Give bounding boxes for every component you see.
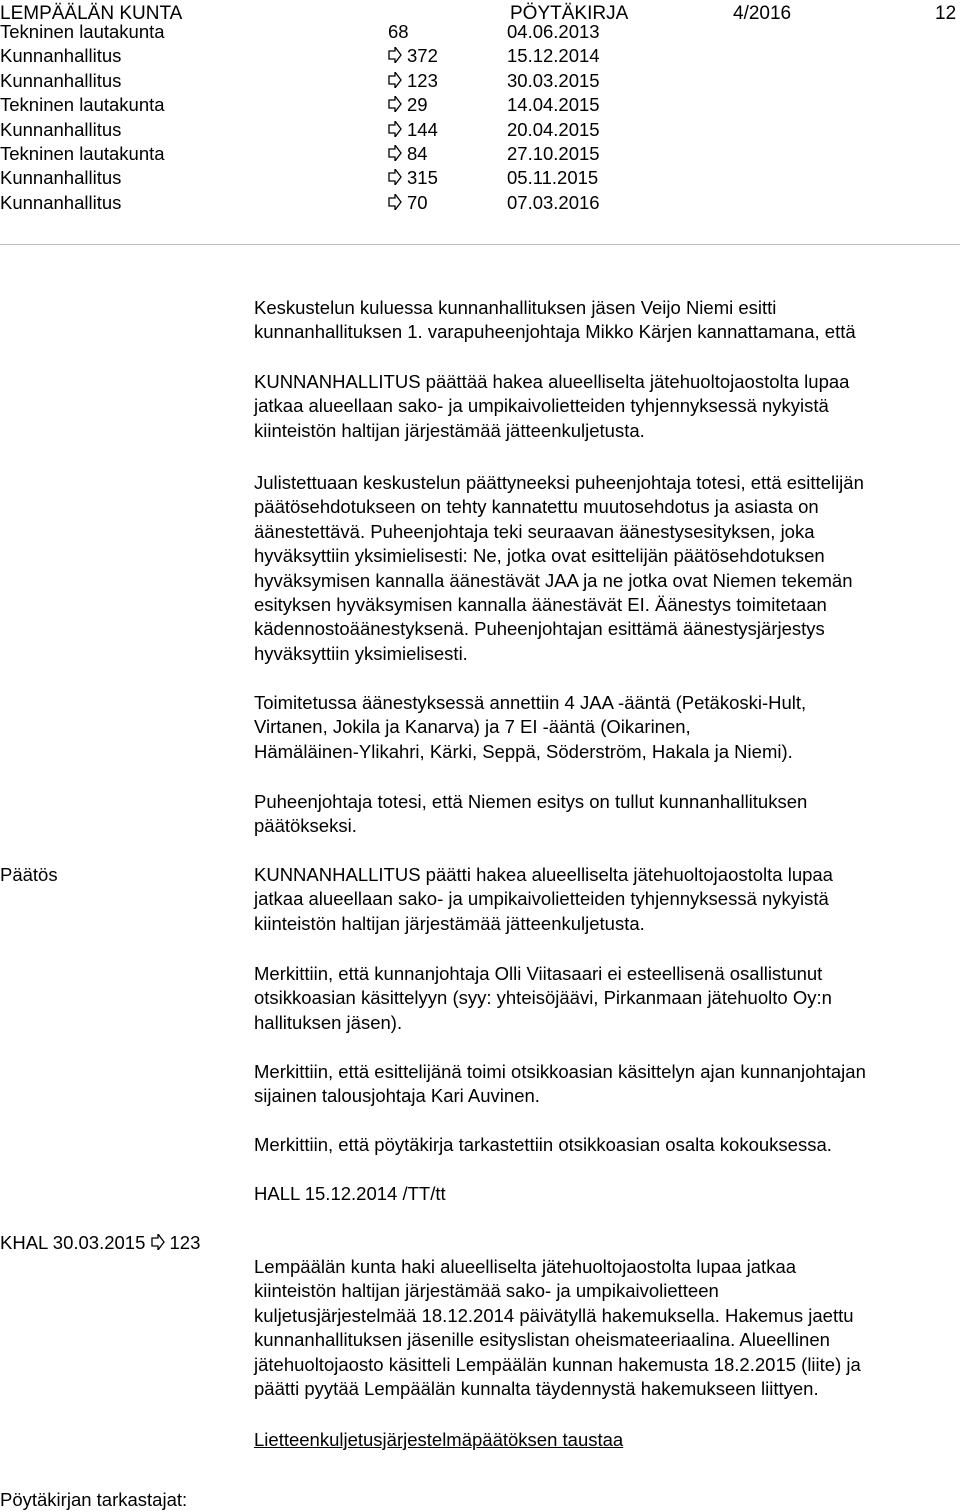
presenter-note: Merkittiin, että esittelijänä toimi otsikkoasian käsittelyn ajan kunnanjohtajan sijainen talousjohtaja Kari Auvinen. — [254, 1061, 866, 1107]
history-body: Kunnanhallitus — [0, 69, 122, 91]
decision-paragraph: KUNNANHALLITUS päätti hakea alueelliselta jätehuoltojaostolta lupaa jatkaa alueellaan sako- ja umpikaivolietteiden tyhjennyksessä nykyistä kiinteistön haltijan järjestämää jätteenkuljetusta. — [254, 864, 833, 934]
history-row — [0, 191, 700, 215]
history-date: 14.04.2015 — [507, 94, 600, 116]
history-date: 04.06.2013 — [507, 21, 600, 42]
right-arrow-icon — [388, 194, 402, 210]
history-section — [388, 166, 438, 190]
document-type: PÖYTÄKIRJA — [510, 3, 629, 24]
history-section — [388, 93, 428, 117]
right-arrow-icon — [388, 72, 402, 88]
history-row — [0, 44, 700, 68]
history-body: Kunnanhallitus — [0, 167, 122, 189]
history-date: 07.03.2016 — [507, 191, 600, 213]
disqualification-note: Merkittiin, että kunnanjohtaja Olli Viitasaari ei esteellisenä osallistunut otsikkoasian käsittelyyn (syy: yhteisöjäävi, Pirkanmaan jätehuolto Oy:n hallituksen jäsen). — [254, 963, 832, 1033]
history-row — [0, 69, 700, 93]
history-row — [0, 118, 700, 142]
history-body: Tekninen lautakunta — [0, 21, 165, 42]
history-date: 05.11.2015 — [507, 167, 599, 189]
application-paragraph: Lempäälän kunta haki alueelliselta jätehuoltojaostolta lupaa jatkaa kiinteistön haltijan järjestämää sako- ja umpikaivolietteen kuljetusjärjestelmää 18.12.2014 päivätyllä hakemuksella. Hakemus jaettu kunnanhallituksen jäsenille esityslistan oheismateeriaalina. Alueellinen jätehuoltojaosto käsitteli Lempäälän kunnan hakemusta 18.2.2015 (liite) ja päätti pyytää Lempäälän kunnalta täydennystä hakemukseen liittyen. — [254, 1256, 861, 1400]
right-arrow-icon — [388, 145, 402, 161]
minutes-check-note: Merkittiin, että pöytäkirja tarkastettiin otsikkoasian osalta kokouksessa. — [254, 1134, 832, 1155]
history-date: 27.10.2015 — [507, 143, 600, 164]
vote-result-paragraph: Toimitetussa äänestyksessä annettiin 4 JAA -ääntä (Petäkoski-Hult, Virtanen, Jokila ja Kanarva) ja 7 EI -ääntä (Oikarinen, Hämäläinen-Ylikahri, Kärki, Seppä, Söderström, Hakala ja Niemi). — [254, 692, 807, 762]
khal-date: KHAL 30.03.2015 — [0, 1232, 146, 1253]
right-arrow-icon — [151, 1234, 165, 1250]
history-section-number: 144 — [407, 118, 438, 140]
background-link[interactable]: Lietteenkuljetusjärjestelmäpäätöksen taustaa — [254, 1429, 624, 1450]
chair-statement-paragraph: Puheenjohtaja totesi, että Niemen esitys on tullut kunnanhallituksen päätökseksi. — [254, 791, 808, 837]
right-arrow-icon — [388, 96, 402, 112]
history-date: 20.04.2015 — [507, 118, 600, 140]
history-section-number: 123 — [407, 69, 438, 91]
municipality-name: LEMPÄÄLÄN KUNTA — [0, 3, 183, 24]
history-divider — [0, 244, 960, 245]
khal-section: 123 — [169, 1232, 201, 1253]
right-arrow-icon — [388, 121, 402, 137]
history-section-number: 68 — [388, 21, 409, 42]
history-body: Kunnanhallitus — [0, 191, 122, 213]
history-section — [388, 191, 428, 215]
discussion-paragraph: Keskustelun kuluessa kunnanhallituksen jäsen Veijo Niemi esitti kunnanhallituksen 1. varapuheenjohtaja Mikko Kärjen kannattamana, että — [254, 297, 856, 343]
history-body: Kunnanhallitus — [0, 118, 122, 140]
history-section — [388, 118, 438, 142]
history-section-number: 84 — [407, 143, 428, 164]
history-section — [388, 69, 438, 93]
vote-procedure-paragraph: Julistettuaan keskustelun päättyneeksi puheenjohtaja totesi, että esittelijän päätösehdotukseen on tehty kannatettu muutosehdotus ja asiasta on äänestettävä. Puheenjohtaja teki seuraavan äänestysesityksen, joka hyväksyttiin yksimielisesti: Ne, jotka ovat esittelijän päätösehdotuksen hyväksymisen kannalla äänestävät JAA ja ne jotka ovat Niemen tekemän esityksen hyväksymisen kannalla äänestävät EI. Äänestys toimitetaan kädennostoäänestyksenä. Puheenjohtajan esittämä äänestysjärjestys hyväksyttiin yksimielisesti. — [254, 472, 864, 664]
history-section-number: 70 — [407, 191, 428, 213]
hall-reference: HALL 15.12.2014 /TT/tt — [254, 1183, 446, 1204]
history-body: Tekninen lautakunta — [0, 94, 165, 116]
page-number: 12 — [935, 3, 957, 24]
right-arrow-icon — [388, 47, 402, 63]
document-number: 4/2016 — [733, 3, 792, 24]
history-section-number: 29 — [407, 94, 428, 116]
history-section-number: 372 — [407, 45, 438, 67]
history-body: Kunnanhallitus — [0, 45, 122, 67]
history-section-number: 315 — [407, 167, 438, 189]
history-section — [388, 142, 428, 166]
history-date: 15.12.2014 — [507, 45, 600, 67]
history-row — [0, 93, 700, 117]
history-row — [0, 166, 700, 190]
history-row — [0, 20, 700, 44]
history-row — [0, 142, 700, 166]
khal-reference — [0, 1231, 200, 1255]
reviewers-label: Pöytäkirjan tarkastajat: — [0, 1489, 188, 1510]
proposal-paragraph: KUNNANHALLITUS päättää hakea alueelliselta jätehuoltojaostolta lupaa jatkaa alueellaan sako- ja umpikaivolietteiden tyhjennyksessä nykyistä kiinteistön haltijan järjestämää jätteenkuljetusta. — [254, 371, 850, 441]
right-arrow-icon — [388, 169, 402, 185]
decision-label: Päätös — [0, 864, 58, 885]
history-section — [388, 44, 438, 68]
history-body: Tekninen lautakunta — [0, 143, 165, 164]
history-date: 30.03.2015 — [507, 69, 600, 91]
